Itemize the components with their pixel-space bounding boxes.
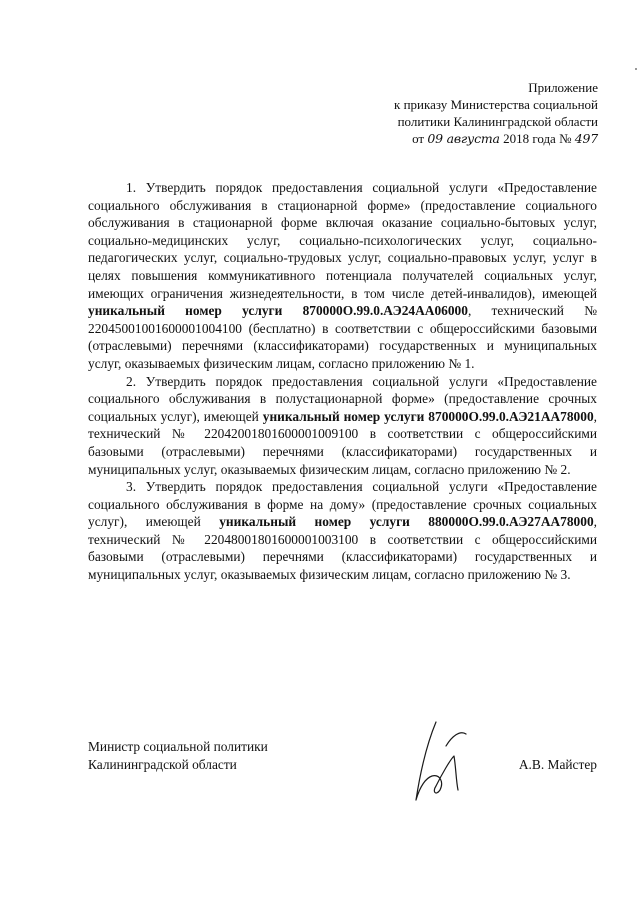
item-text: Утвердить порядок предоставления социальной услуги «Предоставление социального обслуживания в форме на дому» (предоставление срочных социальных услуг), имеющей bbox=[88, 479, 597, 530]
annex-title: Приложение bbox=[528, 80, 598, 95]
item-number: 1. bbox=[126, 180, 137, 195]
handwritten-date: 09 августа bbox=[427, 131, 500, 146]
item-text: Утвердить порядок предоставления социальной услуги «Предоставление социального обслуживания в полустационарной форме» (предоставление срочных социальных услуг), имеющей bbox=[88, 373, 597, 424]
annex-header bbox=[394, 79, 598, 147]
region-line: Калининградской области bbox=[88, 756, 237, 772]
annex-ministry-line: политики Калининградской области bbox=[397, 114, 598, 129]
position-line: Министр социальной политики bbox=[88, 739, 268, 754]
annex-date-line bbox=[394, 130, 598, 147]
handwritten-order-number: 497 bbox=[574, 131, 598, 146]
annex-order-line: к приказу Министерства социальной bbox=[394, 97, 598, 112]
order-item bbox=[88, 179, 597, 373]
service-unique-number: уникальный номер услуги 870000О.99.0.АЭ24АА06000 bbox=[88, 303, 468, 319]
date-year: 2018 года № bbox=[503, 131, 572, 146]
item-text-continued: , технический № 22045001001600001004100 (бесплатно) в соответствии с общероссийскими базовыми (отраслевыми) перечнями (классификаторами) государственных и муниципальных услуг, оказываемых физическим лицам, согласно приложению № 1. bbox=[88, 303, 598, 371]
scan-speck bbox=[635, 68, 637, 70]
signature-block bbox=[88, 738, 597, 773]
order-item bbox=[88, 478, 597, 584]
order-body bbox=[88, 179, 597, 584]
date-prefix: от bbox=[412, 131, 425, 146]
service-unique-number: уникальный номер услуги 870000О.99.0.АЭ21АА78000 bbox=[262, 408, 594, 424]
item-number: 2. bbox=[126, 373, 137, 389]
service-unique-number: уникальный номер услуги 880000О.99.0.АЭ27АА78000 bbox=[219, 514, 594, 530]
item-number: 3. bbox=[126, 479, 137, 495]
handwritten-signature bbox=[406, 716, 476, 806]
item-text-continued: , технический № 22048001801600001003100 в соответствии с общероссийскими базовыми (отраслевыми) перечнями (классификаторами) государственных и муниципальных услуг, оказываемых физическим лицам, согласно приложению № 3. bbox=[88, 514, 597, 583]
order-item bbox=[88, 373, 597, 479]
item-text-continued: , технический № 22042001801600001009100 в соответствии с общероссийскими базовыми (отраслевыми) перечнями (классификаторами) государственных и муниципальных услуг, оказываемых физическим лицам, согласно приложению № 2. bbox=[88, 408, 598, 477]
signatory-name: А.В. Майстер bbox=[518, 756, 597, 772]
item-text: Утвердить порядок предоставления социальной услуги «Предоставление социального обслуживания в стационарной форме» (предоставление социального обслуживания в стационарной форме включая оказание социально-бытовых услуг, социально-медицинских услуг, социально-психологических услуг, социально-педагогических услуг, социально-трудовых услуг, социально-правовых услуг, услуг в целях повышения коммуникативного потенциала получателей социальных услуг, имеющих ограничения жизнедеятельности, в том числе детей-инвалидов), имеющей bbox=[88, 180, 597, 301]
